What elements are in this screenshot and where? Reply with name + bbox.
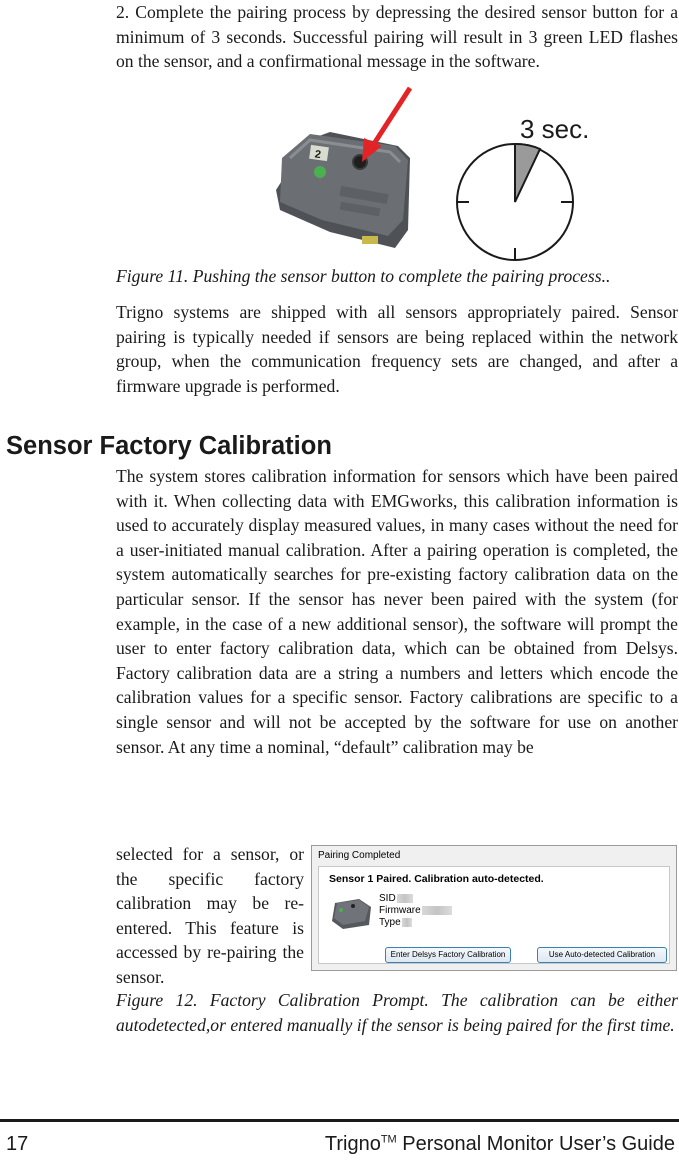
- timer-label: 3 sec.: [520, 114, 590, 144]
- pairing-step-paragraph: 2. Complete the pairing process by depressing the desired sensor button for a minimum of 3 seconds. Successful pairing will result in 3 green LED flashes on the sensor, and a confirmational message in the software.: [116, 2, 678, 72]
- dialog-title: Pairing Completed: [318, 850, 401, 861]
- type-row: [379, 917, 412, 928]
- dialog-message: Sensor 1 Paired. Calibration auto-detected.: [329, 873, 544, 885]
- dialog-panel: [318, 866, 670, 964]
- sensor-thumbnail-icon: [329, 893, 375, 931]
- enter-factory-calibration-button[interactable]: Enter Delsys Factory Calibration: [385, 947, 511, 963]
- calibration-paragraph: The system stores calibration information for sensors which have been paired with it. When collecting data with EMGworks, this calibration information is used to accurately display measured values, in many cases without the need for a user-initiated manual calibration. After a pairing operation is completed, the system automatically searches for pre-existing factory calibration data on the particular sensor. If the sensor has never been paired with the system (for example, in the case of a new additional sensor), the software will prompt the user to enter factory calibration data, which can be obtained from Delsys. Factory calibration data are a string a numbers and letters which encode the calibration values for a specific sensor. Factory calibrations are specific to a single sensor and will not be accepted by the software for use on another sensor. At any time a nominal, “default” calibration may be: [116, 466, 678, 757]
- trademark: TM: [380, 1133, 397, 1146]
- title-suffix: Personal Monitor User’s Guide: [396, 1133, 675, 1155]
- sid-label: SID: [379, 893, 396, 904]
- shipping-paragraph: Trigno systems are shipped with all sensors appropriately paired. Sensor pairing is typically needed if sensors are being replaced within the network group, when the communication frequency sets are changed, and after a firmware upgrade is performed.: [116, 302, 678, 396]
- pairing-completed-dialog: [311, 845, 677, 971]
- document-title: [325, 1133, 675, 1156]
- section-heading: Sensor Factory Calibration: [6, 432, 332, 460]
- sensor-number-label: 2: [313, 148, 322, 162]
- figure-12-caption: Figure 12. Factory Calibration Prompt. The calibration can be either autodetected,or entered manually if the sensor is being paired for the first time.: [116, 990, 678, 1035]
- sensor-device-icon: [276, 132, 410, 248]
- timer-clock-icon: [457, 144, 573, 260]
- firmware-label: Firmware: [379, 905, 421, 916]
- sid-row: [379, 893, 413, 904]
- title-prefix: Trigno: [324, 1133, 381, 1155]
- figure-11-illustration: [270, 80, 610, 266]
- page-number: 17: [6, 1133, 29, 1155]
- firmware-row: [379, 905, 452, 916]
- type-label: Type: [379, 917, 401, 928]
- footer-divider: [0, 1119, 679, 1122]
- calibration-wrap-paragraph: selected for a sensor, or the specific factory calibration may be re-entered. This feature is accessed by re-pairing the sensor.: [116, 844, 304, 987]
- led-green-icon: [314, 166, 326, 178]
- figure-11-caption: Figure 11. Pushing the sensor button to complete the pairing process..: [116, 266, 611, 286]
- use-auto-calibration-button[interactable]: Use Auto-detected Calibration: [537, 947, 667, 963]
